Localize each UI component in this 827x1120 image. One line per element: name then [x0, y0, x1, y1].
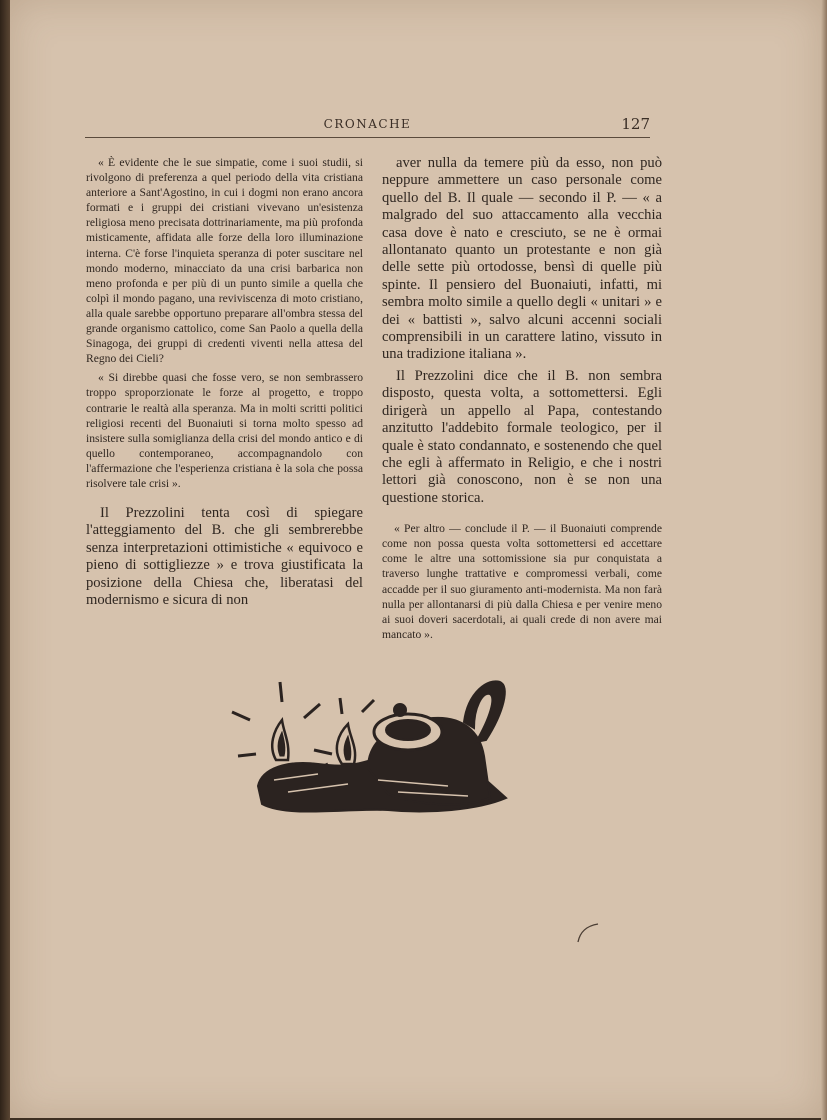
page-edge — [821, 0, 827, 1120]
lamp-illustration — [228, 668, 513, 828]
running-head: CRONACHE — [323, 117, 412, 131]
quote-block-1 — [86, 155, 363, 491]
quoted-paragraph: « È evidente che le sue simpatie, come i suoi studii, si rivolgono di preferenza a quel periodo della vita cristiana anteriore a Sant'Agostino, in cui i dogmi non erano ancora formati e i gruppi dei cristiani vivevano un'esistenza religiosa meno precisata dottrinariamente, ma più profonda misticamente, affidata alle forze della loro illuminazione interna. C'è forse l'inquieta speranza di poter suscitare nel mondo moderno, minacciato da una crisi barbarica non meno profonda e per più di un punto simile a quella che colpì il mondo pagano, una reviviscenza di moto cristiano, alla quale sarebbe opportuno preparare all'ombra stessa del grande organismo cattolico, come San Paolo a quella della Sinagoga, dei gruppi di credenti viventi nella attesa del Regno dei Cieli? — [86, 156, 363, 366]
page-number: 127 — [621, 115, 650, 133]
body-text-right — [382, 155, 662, 507]
page-header — [85, 115, 650, 138]
quote-block-2 — [382, 521, 662, 642]
body-paragraph: aver nulla da temere più da esso, non può neppure ammettere un caso personale come quello del B. Il quale — secondo il P. — « a malgrado del suo attaccamento alla vecchia casa dove è nato e cresciuto, se ne è ormai allontanato quanto un protestante e non già delle sette più ortodosse, bensì di quelle più spinte. Il pensiero del Buonaiuti, infatti, mi sembra molto simile a quello degli « unitari » e dei « battisti », salvo alcuni accenni sociali comprensibili in un carattere latino, vissuto in una tradizione italiana ». — [382, 155, 662, 363]
oil-lamp-woodcut-icon — [228, 668, 513, 828]
quoted-paragraph: « Si direbbe quasi che fosse vero, se non sembrassero troppo sproporzionate le forze al progetto, e troppo contrarie le realtà alla speranza. Ma in molti scritti politici religiosi recenti del Buonaiuti si torna molto spesso ad insistere sulla somiglianza della crisi del mondo antico e di quello contemporaneo, accompagnandolo con l'affermazione che l'esperienza cristiana è la sola che possa risolvere tale crisi ». — [86, 371, 363, 490]
left-column — [86, 155, 363, 610]
pencil-mark — [572, 916, 602, 946]
body-paragraph: Il Prezzolini tenta così di spiegare l'atteggiamento del B. che gli sembrerebbe senza interpretazioni ottimistiche « equivoco e pieno di sottigliezze » e trova giustificata la posizione della Chiesa che, liberatasi del modernismo e sicura di non — [86, 505, 363, 609]
right-column — [382, 155, 662, 642]
quoted-paragraph: « Per altro — conclude il P. — il Buonaiuti comprende come non possa questa volta sottomettersi ed accettare come le altre una sottomissione sia pur conquistata a traverso lunghe trattative e compromessi verbali, come accadde per il suo giuramento anti-modernista. Ma non farà nulla per allontanarsi di più dalla Chiesa e per venire meno ai suoi doveri sacerdotali, ai quali crede di non avere mai mancato ». — [382, 522, 662, 641]
body-text-left — [86, 505, 363, 609]
book-binding-shadow — [0, 0, 10, 1120]
body-paragraph: Il Prezzolini dice che il B. non sembra disposto, questa volta, a sottomettersi. Egli dirigerà un appello al Papa, contestando anzitutto l'addebito formale teologico, per il quale è stato condannato, e sostenendo che quel che egli à affermato in Religio, e che i nostri lettori già conoscono, non è se non una questione storica. — [382, 367, 662, 506]
